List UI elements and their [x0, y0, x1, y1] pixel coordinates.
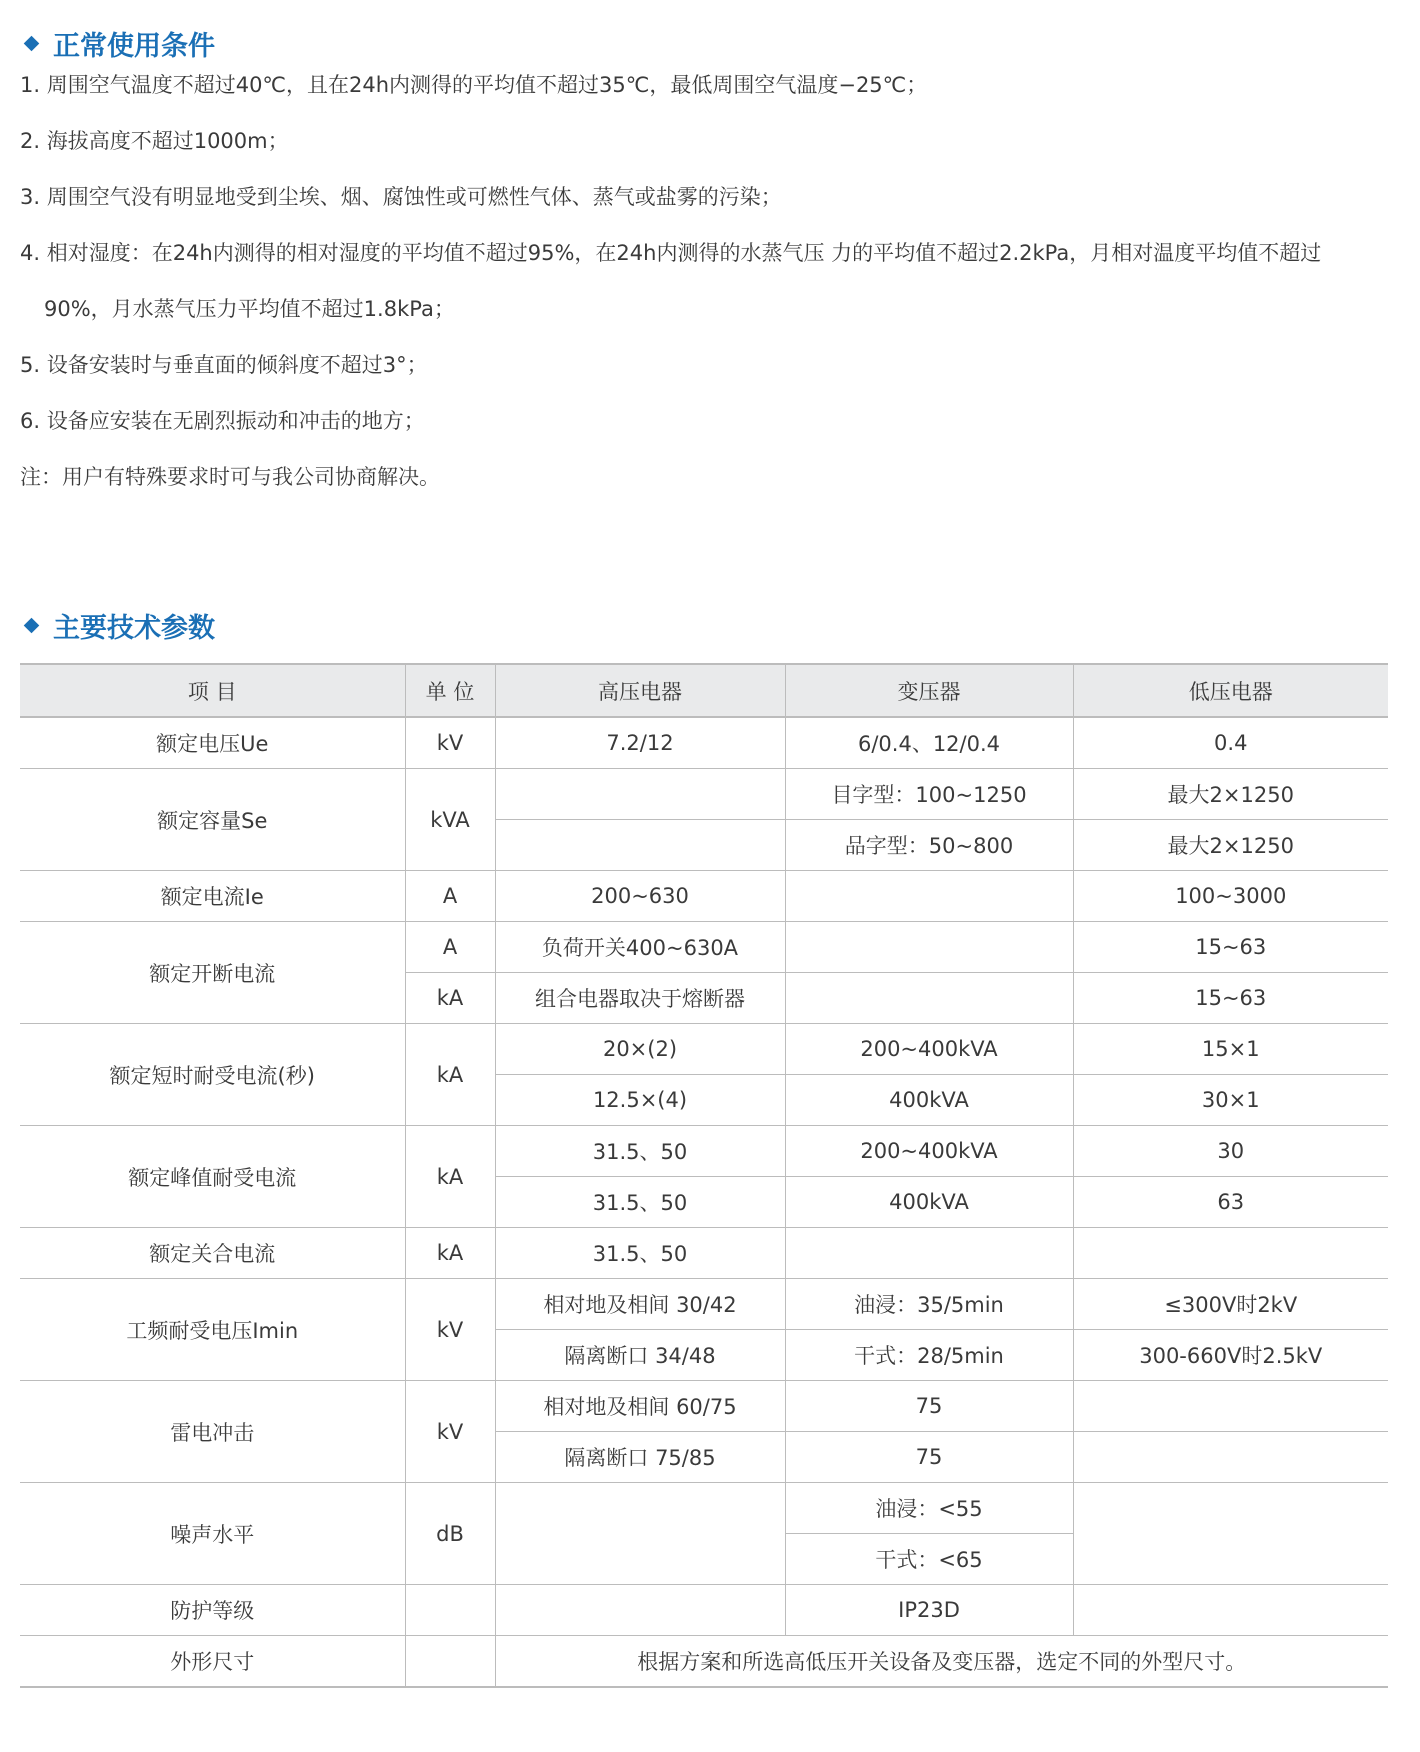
table-cell: kV — [405, 1279, 495, 1381]
section-title-conditions — [22, 24, 215, 63]
table-cell: 6/0.4、12/0.4 — [785, 717, 1073, 769]
condition-item: 5. 设备安装时与垂直面的倾斜度不超过3°； — [20, 353, 428, 377]
table-cell: 目字型：100~1250 — [785, 769, 1073, 820]
table-cell — [1073, 1381, 1388, 1432]
table-cell: 31.5、50 — [495, 1228, 785, 1279]
table-cell — [405, 1636, 495, 1688]
table-cell — [405, 1585, 495, 1636]
table-row — [20, 769, 1388, 820]
table-cell: 400kVA — [785, 1177, 1073, 1228]
table-cell — [495, 820, 785, 871]
table-cell: A — [405, 871, 495, 922]
table-cell: 15×1 — [1073, 1024, 1388, 1075]
table-cell: IP23D — [785, 1585, 1073, 1636]
table-cell: 干式：28/5min — [785, 1330, 1073, 1381]
section-title-specs — [22, 606, 215, 645]
spec-table — [20, 663, 1388, 1688]
table-cell: 额定峰值耐受电流 — [20, 1126, 405, 1228]
table-cell: 0.4 — [1073, 717, 1388, 769]
table-row — [20, 871, 1388, 922]
table-cell: 31.5、50 — [495, 1126, 785, 1177]
table-row — [20, 1381, 1388, 1432]
condition-item-continued: 90%，月水蒸气压力平均值不超过1.8kPa； — [44, 297, 455, 321]
table-row — [20, 1279, 1388, 1330]
table-cell: 15~63 — [1073, 922, 1388, 973]
section-title-text: 正常使用条件 — [53, 31, 215, 62]
header-low-voltage: 低压电器 — [1073, 664, 1388, 717]
table-cell: 100~3000 — [1073, 871, 1388, 922]
table-cell: 63 — [1073, 1177, 1388, 1228]
condition-note: 注：用户有特殊要求时可与我公司协商解决。 — [20, 465, 440, 489]
table-cell: 最大2×1250 — [1073, 769, 1388, 820]
table-cell: 工频耐受电压Imin — [20, 1279, 405, 1381]
table-cell: 400kVA — [785, 1075, 1073, 1126]
table-cell: kV — [405, 1381, 495, 1483]
table-cell: 噪声水平 — [20, 1483, 405, 1585]
table-cell: A — [405, 922, 495, 973]
condition-item: 6. 设备应安装在无剧烈振动和冲击的地方； — [20, 409, 425, 433]
table-cell: 额定容量Se — [20, 769, 405, 871]
diamond-bullet-icon — [24, 618, 40, 634]
table-cell: 额定短时耐受电流(秒) — [20, 1024, 405, 1126]
table-cell: kVA — [405, 769, 495, 871]
table-cell — [1073, 1483, 1388, 1585]
table-cell: ≤300V时2kV — [1073, 1279, 1388, 1330]
table-cell: 雷电冲击 — [20, 1381, 405, 1483]
condition-item: 2. 海拔高度不超过1000m； — [20, 129, 289, 153]
condition-item: 4. 相对湿度：在24h内测得的相对湿度的平均值不超过95%，在24h内测得的水蒸气压 力的平均值不超过2.2kPa，月相对温度平均值不超过 — [20, 241, 1322, 265]
table-cell: 品字型：50~800 — [785, 820, 1073, 871]
table-cell — [495, 769, 785, 820]
diamond-bullet-icon — [24, 36, 40, 52]
table-cell — [785, 871, 1073, 922]
table-header-row — [20, 664, 1388, 717]
table-row — [20, 1024, 1388, 1075]
table-cell: kA — [405, 1024, 495, 1126]
section-title-text: 主要技术参数 — [53, 613, 215, 644]
table-cell: 最大2×1250 — [1073, 820, 1388, 871]
table-cell — [785, 922, 1073, 973]
table-cell: kV — [405, 717, 495, 769]
table-cell: 30 — [1073, 1126, 1388, 1177]
header-high-voltage: 高压电器 — [495, 664, 785, 717]
header-item: 项 目 — [20, 664, 405, 717]
table-cell: 12.5×(4) — [495, 1075, 785, 1126]
table-cell: kA — [405, 973, 495, 1024]
table-cell: 负荷开关400~630A — [495, 922, 785, 973]
table-cell: 组合电器取决于熔断器 — [495, 973, 785, 1024]
table-cell: 20×(2) — [495, 1024, 785, 1075]
table-cell: 外形尺寸 — [20, 1636, 405, 1688]
table-cell: 75 — [785, 1432, 1073, 1483]
table-cell: 干式：<65 — [785, 1534, 1073, 1585]
table-cell: 75 — [785, 1381, 1073, 1432]
table-row — [20, 1636, 1388, 1688]
header-unit: 单 位 — [405, 664, 495, 717]
table-cell: 15~63 — [1073, 973, 1388, 1024]
table-cell — [785, 1228, 1073, 1279]
table-cell — [495, 1483, 785, 1585]
table-cell: 额定电流Ie — [20, 871, 405, 922]
table-cell — [785, 973, 1073, 1024]
table-cell: 油浸：35/5min — [785, 1279, 1073, 1330]
table-cell: 31.5、50 — [495, 1177, 785, 1228]
table-row — [20, 1126, 1388, 1177]
condition-item: 3. 周围空气没有明显地受到尘埃、烟、腐蚀性或可燃性气体、蒸气或盐雾的污染； — [20, 185, 782, 209]
table-row — [20, 1483, 1388, 1534]
header-transformer: 变压器 — [785, 664, 1073, 717]
table-row — [20, 1228, 1388, 1279]
table-cell: 200~400kVA — [785, 1126, 1073, 1177]
table-cell: kA — [405, 1228, 495, 1279]
table-cell — [1073, 1432, 1388, 1483]
table-cell: 30×1 — [1073, 1075, 1388, 1126]
condition-item: 1. 周围空气温度不超过40℃，且在24h内测得的平均值不超过35℃，最低周围空气温度−25℃； — [20, 73, 928, 97]
table-cell: kA — [405, 1126, 495, 1228]
table-cell — [1073, 1228, 1388, 1279]
table-cell: 相对地及相间 60/75 — [495, 1381, 785, 1432]
table-row — [20, 717, 1388, 769]
table-cell: 相对地及相间 30/42 — [495, 1279, 785, 1330]
table-cell: 油浸：<55 — [785, 1483, 1073, 1534]
table-cell: 防护等级 — [20, 1585, 405, 1636]
table-cell: 300-660V时2.5kV — [1073, 1330, 1388, 1381]
table-cell: 隔离断口 75/85 — [495, 1432, 785, 1483]
table-cell: dB — [405, 1483, 495, 1585]
table-cell — [495, 1585, 785, 1636]
table-cell — [1073, 1585, 1388, 1636]
table-cell: 隔离断口 34/48 — [495, 1330, 785, 1381]
table-cell: 额定电压Ue — [20, 717, 405, 769]
table-cell: 根据方案和所选高低压开关设备及变压器，选定不同的外型尺寸。 — [495, 1636, 1388, 1688]
table-cell: 额定关合电流 — [20, 1228, 405, 1279]
table-cell: 200~400kVA — [785, 1024, 1073, 1075]
table-cell: 额定开断电流 — [20, 922, 405, 1024]
table-row — [20, 922, 1388, 973]
table-cell: 7.2/12 — [495, 717, 785, 769]
table-row — [20, 1585, 1388, 1636]
table-cell: 200~630 — [495, 871, 785, 922]
